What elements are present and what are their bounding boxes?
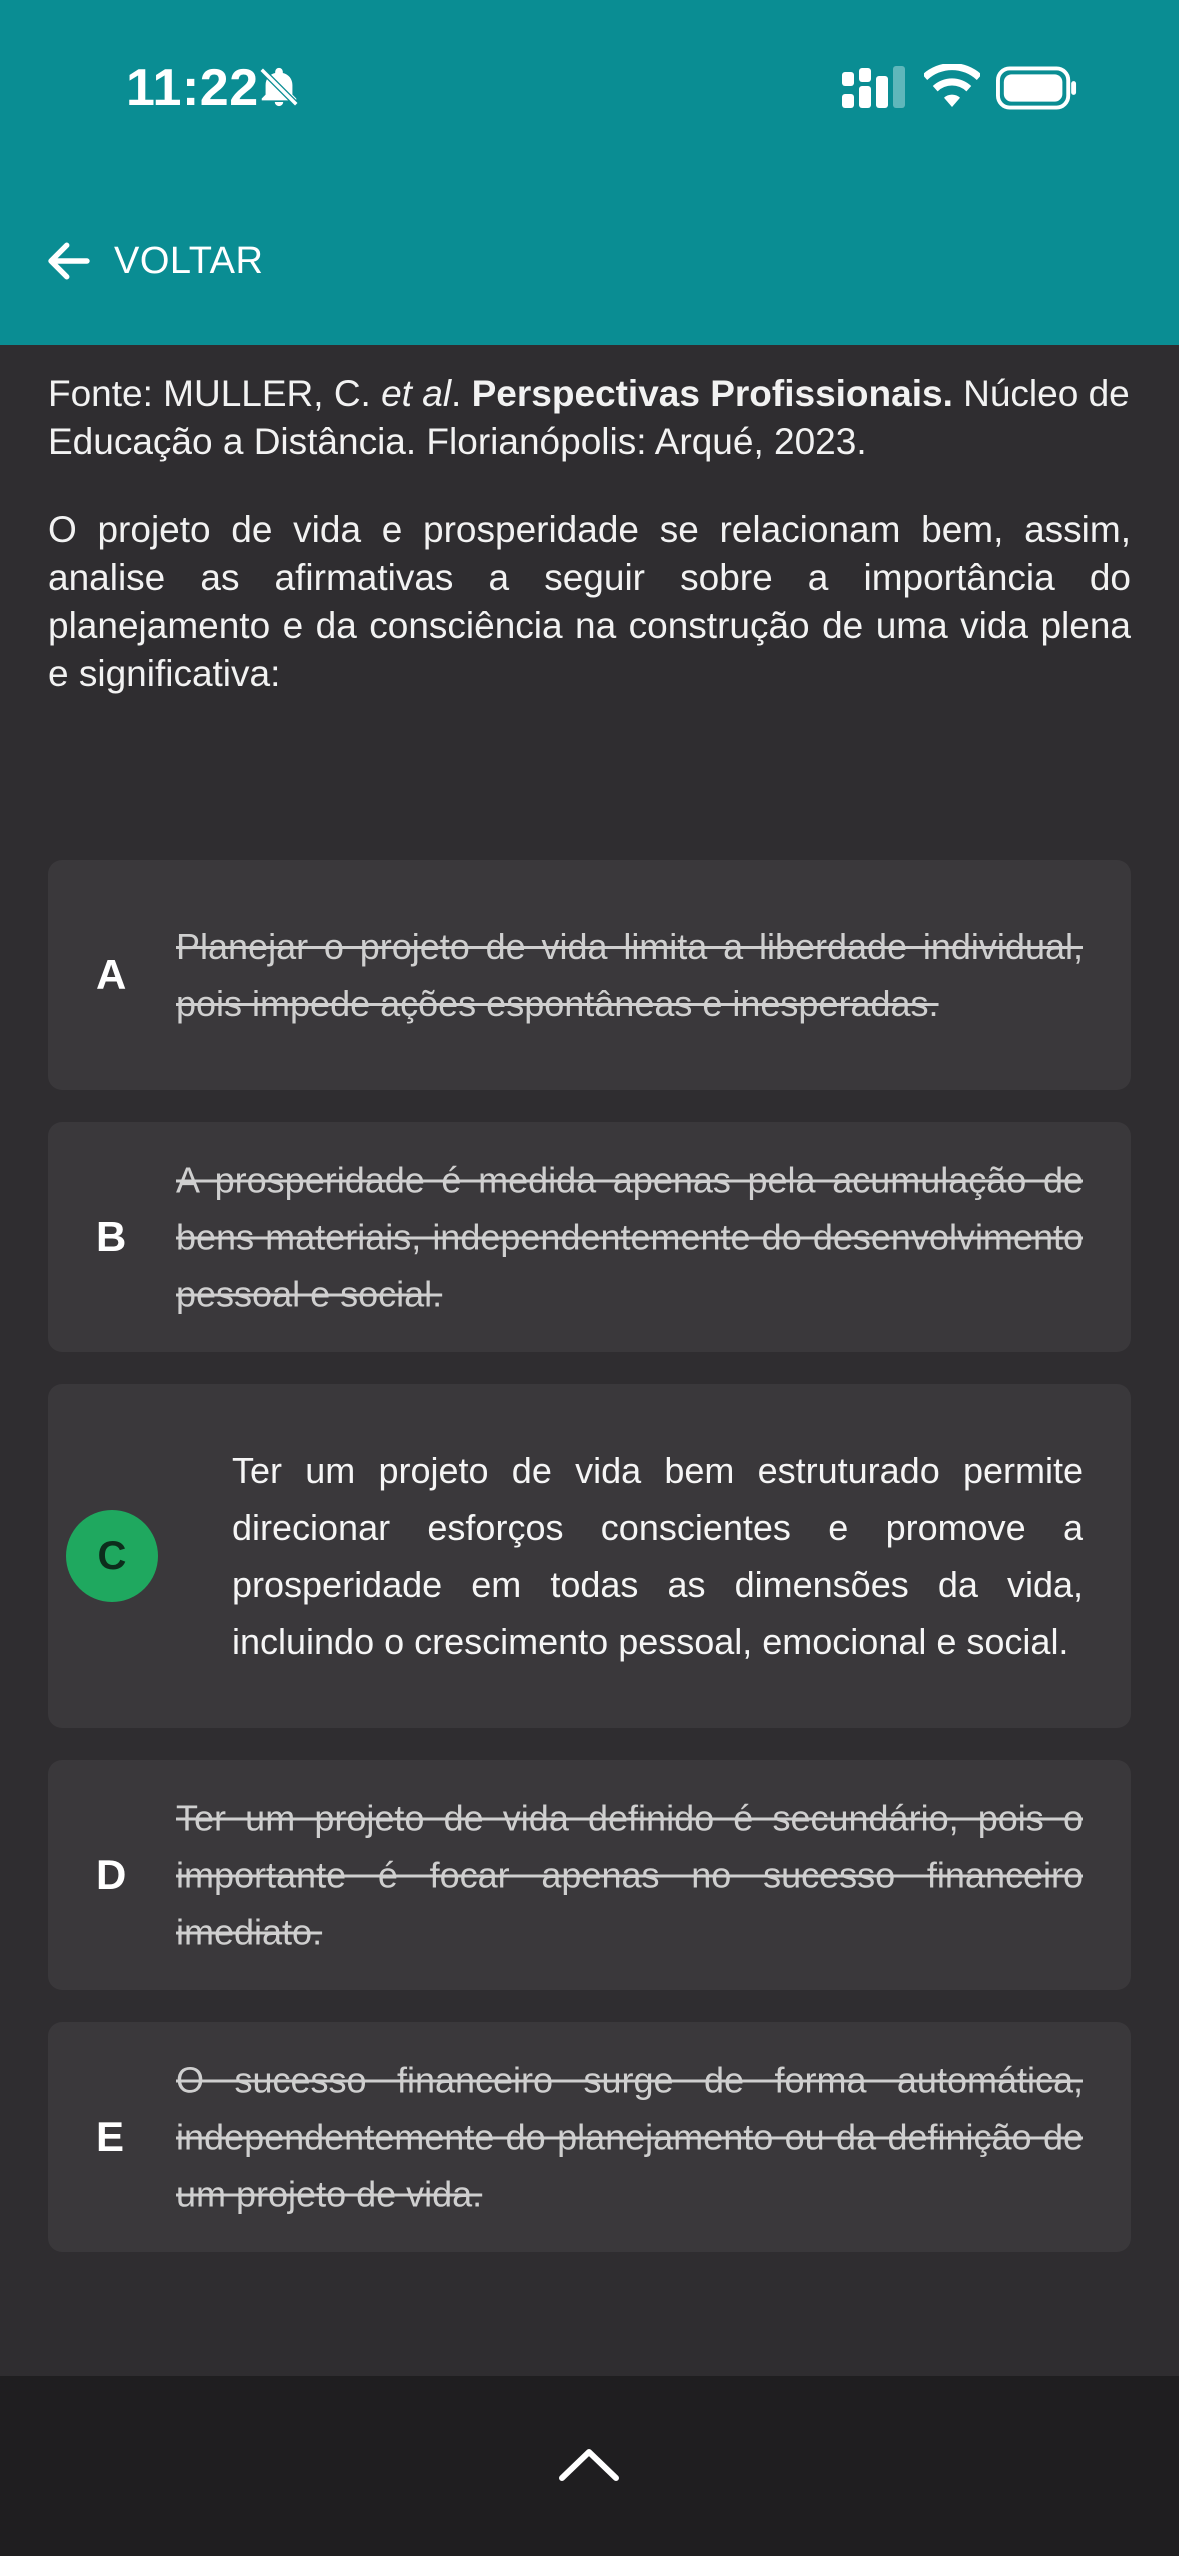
option-text: Ter um projeto de vida definido é secundário, pois o importante é focar apenas no sucesso financeiro imediato. [176,1797,1083,1953]
option-letter-selected: C [66,1510,158,1602]
chevron-up-icon[interactable] [556,2440,622,2488]
back-button[interactable] [42,226,263,296]
bell-slash-icon [256,64,302,110]
option-letter: B [96,1213,127,1260]
question-content [48,370,1131,698]
option-letter: D [96,1851,127,1898]
option-letter: A [96,951,127,998]
question-prompt: O projeto de vida e prosperidade se relacionam bem, assim, analise as afirmativas a seguir sobre a importância do planejamento e da consciência na construção de uma vida plena e significativa: [48,509,1131,694]
option-e[interactable] [48,2022,1131,2252]
option-letter: E [96,2113,125,2160]
option-text: A prosperidade é medida apenas pela acumulação de bens materiais, independentemente do desenvolvimento pessoal e social. [176,1159,1083,1315]
option-text: Ter um projeto de vida bem estruturado permite direcionar esforços conscientes e promove a prosperidade em todas as dimensões da vida, incluindo o crescimento pessoal, emocional e social. [232,1450,1083,1662]
option-c[interactable] [48,1384,1131,1728]
wifi-icon [924,64,980,110]
source-suffix: Núcleo de Educação a Distância. Florianópolis: Arqué, 2023. [48,373,1130,462]
option-text: O sucesso financeiro surge de forma automática, independentemente do planejamento ou da definição de um projeto de vida. [176,2059,1083,2215]
app-header [0,0,1179,345]
option-a[interactable] [48,860,1131,1090]
answer-options [48,860,1131,2284]
source-italic: et al [381,373,452,414]
source-prefix: Fonte: MULLER, C. [48,373,382,414]
signal-icon [842,66,906,110]
option-d[interactable] [48,1760,1131,1990]
battery-icon [996,66,1078,110]
status-bar [0,0,1179,175]
status-time: 11:22 [126,59,259,117]
source-citation [48,370,1131,466]
source-dot: . [451,373,472,414]
back-arrow-icon [42,234,96,288]
option-text: Planejar o projeto de vida limita a liberdade individual, pois impede ações espontâneas e inesperadas. [176,926,1083,1024]
back-label: VOLTAR [114,239,264,282]
option-b[interactable] [48,1122,1131,1352]
source-title: Perspectivas Profissionais. [471,373,953,414]
